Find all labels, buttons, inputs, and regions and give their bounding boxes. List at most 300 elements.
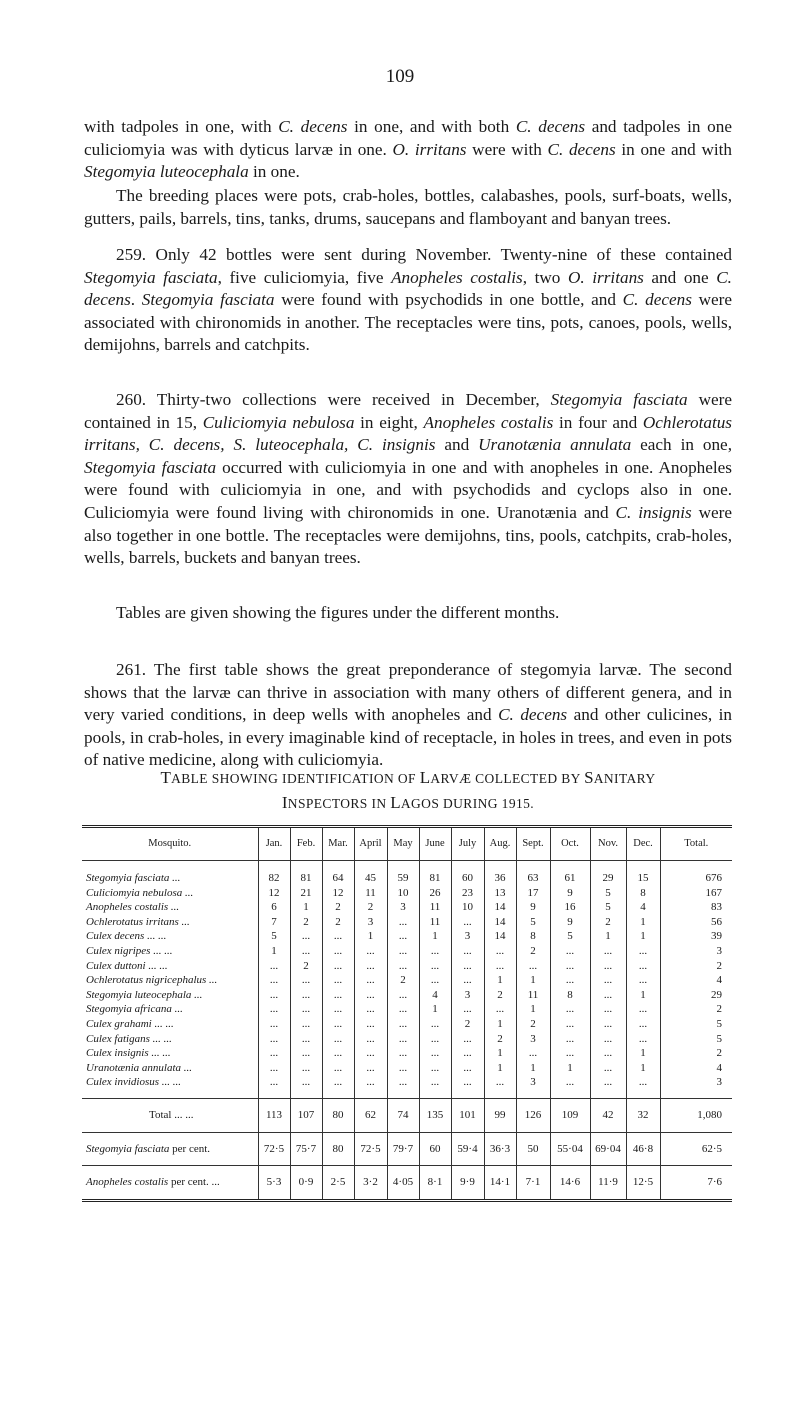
table-row (82, 1075, 732, 1098)
text-run: and tadpoles in one culiciomyia was with dyticus larvæ in one. (84, 117, 732, 159)
count-cell: 5 (516, 915, 550, 930)
count-cell: 2 (516, 1017, 550, 1032)
count-cell: 45 (354, 861, 387, 886)
text-run: 261. The first table shows the great preponderance of stegomyia larvæ. The second shows that the larvæ can thrive in association with many others of different genera, and in very varied conditions, in deep wells with anopheles and (84, 660, 732, 725)
species-name-cell: Anopheles costalis ... (86, 901, 180, 914)
count-cell: ... (626, 973, 660, 988)
percent-cell: 59·4 (451, 1132, 484, 1166)
count-cell: ... (451, 1075, 484, 1098)
species-name-cell: Culex grahami ... ... (86, 1017, 174, 1030)
italic-run: Culiciomyia nebulosa (202, 412, 355, 432)
page-number: 109 (385, 66, 415, 87)
count-cell: ... (322, 973, 354, 988)
count-cell: 9 (516, 900, 550, 915)
species-name-cell: Culex duttoni ... ... (86, 959, 168, 972)
italic-run: C. decens (515, 117, 586, 136)
count-cell: 8 (626, 886, 660, 901)
count-cell: 36 (484, 861, 516, 886)
count-cell: 2 (484, 1032, 516, 1047)
count-cell: ... (354, 1017, 387, 1032)
count-cell: ... (419, 1075, 451, 1098)
count-cell: ... (290, 1017, 322, 1032)
count-cell: 5 (590, 900, 626, 915)
count-cell: ... (290, 929, 322, 944)
count-cell: 2 (516, 944, 550, 959)
italic-run: O. irritans (392, 139, 467, 159)
percent-cell: 0·9 (290, 1166, 322, 1199)
count-cell: 676 (660, 861, 732, 886)
total-cell: 74 (387, 1098, 419, 1132)
count-cell: ... (258, 1075, 290, 1098)
count-cell: 4 (660, 1061, 732, 1076)
total-row (82, 1098, 732, 1132)
count-cell: 17 (516, 886, 550, 901)
count-cell: ... (258, 959, 290, 974)
caption-line-1 (84, 766, 732, 791)
count-cell: ... (550, 1002, 590, 1017)
count-cell: 56 (660, 915, 732, 930)
column-header: Oct. (550, 828, 590, 861)
column-header: Dec. (626, 828, 660, 861)
count-cell: 1 (258, 944, 290, 959)
percent-cell: 72·5 (258, 1132, 290, 1166)
table-row (82, 1061, 732, 1076)
count-cell: ... (419, 973, 451, 988)
count-cell: ... (290, 1046, 322, 1061)
count-cell: 1 (290, 900, 322, 915)
count-cell: ... (590, 988, 626, 1003)
italic-run: Stegomyia fasciata (84, 457, 217, 477)
count-cell: 12 (258, 886, 290, 901)
caption-initial: S (584, 768, 594, 787)
text-run: were contained in 15, (84, 390, 732, 432)
count-cell: ... (354, 973, 387, 988)
count-cell: ... (451, 1061, 484, 1076)
count-cell: ... (516, 1046, 550, 1061)
count-cell: 5 (660, 1032, 732, 1047)
count-cell: 3 (660, 944, 732, 959)
count-cell: 10 (387, 886, 419, 901)
caption-initial: L (390, 793, 401, 812)
count-cell: ... (550, 1046, 590, 1061)
text-run: were also together in one bottle. The receptacles were demijohns, tins, pools, catchpits, crab-holes, wells, barrels, buckets and banyan trees. (84, 502, 732, 568)
count-cell: 2 (660, 1002, 732, 1017)
count-cell: 64 (322, 861, 354, 886)
text-run: and (435, 435, 479, 455)
percent-species-name: Stegomyia fasciata (86, 1142, 170, 1155)
caption-text: ARVÆ COLLECTED BY (430, 771, 585, 786)
count-cell: ... (451, 973, 484, 988)
count-cell: 11 (419, 900, 451, 915)
italic-run: Anopheles costalis (391, 267, 523, 287)
column-header: June (419, 828, 451, 861)
count-cell: 13 (484, 886, 516, 901)
text-run: in one and with (615, 139, 733, 159)
table-row (82, 1046, 732, 1061)
caption-initial: T (160, 768, 172, 787)
table-caption (84, 766, 732, 816)
text-run: in eight, (354, 412, 424, 432)
count-cell: ... (354, 1061, 387, 1076)
count-cell: 82 (258, 861, 290, 886)
italic-run: C. decens (498, 705, 568, 725)
count-cell: 14 (484, 900, 516, 915)
text-run: Tables are given showing the figures under the different months. (116, 603, 560, 622)
percent-cell: 9·9 (451, 1166, 484, 1199)
count-cell: ... (354, 1075, 387, 1098)
species-name-cell: Stegomyia fasciata ... (86, 872, 181, 884)
column-header: Total. (660, 828, 732, 861)
count-cell: ... (590, 1061, 626, 1076)
count-cell: 167 (660, 886, 732, 901)
table-row (82, 944, 732, 959)
percent-cell: 11·9 (590, 1166, 626, 1199)
caption-text: AGOS DURING 1915. (400, 796, 535, 811)
total-cell: 107 (290, 1098, 322, 1132)
count-cell: 29 (660, 988, 732, 1003)
count-cell: ... (626, 1032, 660, 1047)
count-cell: ... (419, 1017, 451, 1032)
count-cell: 2 (660, 959, 732, 974)
percent-cell: 80 (322, 1132, 354, 1166)
caption-initial: L (419, 768, 431, 787)
column-header: July (451, 828, 484, 861)
count-cell: ... (484, 959, 516, 974)
species-name-cell: Ochlerotatus irritans ... (86, 915, 190, 928)
table-body (82, 861, 732, 1199)
column-header: Mosquito. (82, 828, 258, 861)
count-cell: 2 (387, 973, 419, 988)
table-row (82, 1002, 732, 1017)
count-cell: ... (590, 944, 626, 959)
caption-text: NSPECTORS IN (287, 796, 391, 811)
count-cell: ... (322, 959, 354, 974)
count-cell: 63 (516, 861, 550, 886)
species-name-cell: Culex insignis ... ... (86, 1047, 171, 1060)
italic-run: O. irritans (567, 267, 644, 287)
count-cell: ... (516, 959, 550, 974)
count-cell: 1 (516, 1061, 550, 1076)
italic-run: C. decens (278, 117, 348, 136)
count-cell: 23 (451, 886, 484, 901)
paragraph-breeding-places (84, 185, 732, 230)
paragraph-260 (84, 389, 732, 570)
text-run: 259. Only 42 bottles were sent during November. Twenty-nine of these contained (116, 245, 732, 264)
total-cell: 42 (590, 1098, 626, 1132)
count-cell: ... (451, 1032, 484, 1047)
count-cell: 1 (419, 1002, 451, 1017)
count-cell: 1 (550, 1061, 590, 1076)
count-cell: ... (451, 915, 484, 930)
count-cell: ... (290, 988, 322, 1003)
species-name-cell: Stegomyia africana ... (86, 1003, 183, 1016)
count-cell: 9 (550, 886, 590, 901)
count-cell: ... (387, 959, 419, 974)
percent-cell: 4·05 (387, 1166, 419, 1199)
percent-cell: 55·04 (550, 1132, 590, 1166)
caption-initial: I (281, 793, 288, 812)
count-cell: ... (354, 1032, 387, 1047)
count-cell: ... (387, 1002, 419, 1017)
count-cell: ... (322, 929, 354, 944)
count-cell: ... (258, 1017, 290, 1032)
count-cell: 5 (550, 929, 590, 944)
count-cell: 59 (387, 861, 419, 886)
percent-cell: 46·8 (626, 1132, 660, 1166)
species-name-cell: Culex invidiosus ... ... (86, 1076, 182, 1089)
italic-run: Stegomyia fasciata (84, 267, 218, 287)
percent-cell: 7·1 (516, 1166, 550, 1199)
percent-cell: 7·6 (660, 1166, 732, 1199)
count-cell: 16 (550, 900, 590, 915)
table-row (82, 1017, 732, 1032)
percent-cell: 14·1 (484, 1166, 516, 1199)
percent-cell: 8·1 (419, 1166, 451, 1199)
count-cell: 1 (484, 1017, 516, 1032)
count-cell: ... (550, 973, 590, 988)
count-cell: 9 (550, 915, 590, 930)
count-cell: 5 (660, 1017, 732, 1032)
count-cell: ... (590, 973, 626, 988)
species-name-cell: Ochlerotatus nigricephalus ... (86, 974, 218, 987)
count-cell: ... (626, 1017, 660, 1032)
total-cell: 126 (516, 1098, 550, 1132)
count-cell: ... (419, 959, 451, 974)
count-cell: ... (258, 988, 290, 1003)
count-cell: ... (322, 988, 354, 1003)
text-run: , five culiciomyia, five (217, 267, 392, 287)
count-cell: 26 (419, 886, 451, 901)
percent-cell: 2·5 (322, 1166, 354, 1199)
count-cell: ... (626, 944, 660, 959)
count-cell: ... (550, 944, 590, 959)
count-cell: 11 (419, 915, 451, 930)
paragraph-261 (84, 659, 732, 772)
count-cell: ... (258, 1002, 290, 1017)
count-cell: 83 (660, 900, 732, 915)
total-cell: 80 (322, 1098, 354, 1132)
count-cell: 8 (550, 988, 590, 1003)
count-cell: 1 (484, 1046, 516, 1061)
percent-species-name: Anopheles costalis (86, 1176, 169, 1189)
count-cell: ... (387, 1032, 419, 1047)
count-cell: ... (387, 1017, 419, 1032)
total-cell: 101 (451, 1098, 484, 1132)
percent-cell: 62·5 (660, 1132, 732, 1166)
paragraph-tables-intro (84, 602, 732, 625)
total-cell: 135 (419, 1098, 451, 1132)
species-name-cell: Uranotænia annulata ... (86, 1061, 193, 1074)
italic-run: Stegomyia fasciata (550, 390, 688, 409)
text-run: , two (522, 267, 568, 287)
count-cell: ... (322, 1061, 354, 1076)
count-cell: ... (419, 1046, 451, 1061)
percent-cell: 14·6 (550, 1166, 590, 1199)
count-cell: ... (387, 915, 419, 930)
percent-cell: 5·3 (258, 1166, 290, 1199)
percent-cell: 12·5 (626, 1166, 660, 1199)
count-cell: 21 (290, 886, 322, 901)
table-row (82, 973, 732, 988)
count-cell: ... (590, 1032, 626, 1047)
count-cell: 1 (354, 929, 387, 944)
count-cell: ... (354, 944, 387, 959)
count-cell: ... (354, 988, 387, 1003)
text-run: in one. (248, 162, 300, 182)
count-cell: 1 (484, 973, 516, 988)
text-run: and other culicines, in pools, in crab-holes, in every imaginable kind of receptacle, in holes in trees, and even in pots of native medicine, along with culiciomyia. (84, 705, 732, 770)
count-cell: 1 (516, 1002, 550, 1017)
percent-suffix: per cent. (169, 1142, 211, 1155)
text-run: with tadpoles in one, with (84, 117, 279, 136)
table-row (82, 861, 732, 886)
italic-run: Stegomyia luteocephala (84, 162, 249, 182)
total-cell: 1,080 (660, 1098, 732, 1132)
count-cell: 3 (354, 915, 387, 930)
count-cell: 11 (516, 988, 550, 1003)
percent-cell: 69·04 (590, 1132, 626, 1166)
count-cell: ... (484, 1075, 516, 1098)
column-header: May (387, 828, 419, 861)
percent-cell: 36·3 (484, 1132, 516, 1166)
count-cell: 4 (660, 973, 732, 988)
count-cell: 6 (258, 900, 290, 915)
italic-run: Uranotænia annulata (478, 435, 632, 455)
count-cell: 5 (258, 929, 290, 944)
percent-label-cell (82, 1166, 258, 1199)
text-run: in one, and with both (347, 117, 516, 136)
count-cell: ... (626, 959, 660, 974)
count-cell: ... (419, 1061, 451, 1076)
table-row (82, 959, 732, 974)
count-cell: 12 (322, 886, 354, 901)
count-cell: 14 (484, 915, 516, 930)
species-name-cell: Culiciomyia nebulosa ... (86, 886, 194, 899)
count-cell: 2 (322, 900, 354, 915)
italic-run: Stegomyia fasciata (141, 290, 275, 310)
percent-cell: 3·2 (354, 1166, 387, 1199)
text-run: each in one, (631, 435, 732, 455)
paragraph-continuation (84, 116, 732, 184)
count-cell: ... (290, 1002, 322, 1017)
count-cell: 1 (516, 973, 550, 988)
table-row (82, 915, 732, 930)
percent-row (82, 1166, 732, 1199)
text-run: 260. Thirty-two collections were received in December, (116, 390, 551, 409)
count-cell: 2 (484, 988, 516, 1003)
count-cell: ... (354, 1046, 387, 1061)
count-cell: 60 (451, 861, 484, 886)
count-cell: 81 (419, 861, 451, 886)
count-cell: 8 (516, 929, 550, 944)
count-cell: 14 (484, 929, 516, 944)
percent-cell: 60 (419, 1132, 451, 1166)
italic-run: Ochlerotatus irritans, C. decens, S. luteocephala, C. insignis (84, 412, 732, 455)
count-cell: 2 (290, 959, 322, 974)
count-cell: 2 (290, 915, 322, 930)
count-cell: ... (451, 959, 484, 974)
count-cell: ... (419, 944, 451, 959)
count-cell: ... (290, 1032, 322, 1047)
total-cell: 62 (354, 1098, 387, 1132)
count-cell: ... (258, 1046, 290, 1061)
count-cell: ... (451, 1002, 484, 1017)
count-cell: ... (550, 959, 590, 974)
total-cell: 113 (258, 1098, 290, 1132)
count-cell: ... (387, 1061, 419, 1076)
count-cell: ... (387, 988, 419, 1003)
italic-run: Anopheles costalis (423, 412, 554, 432)
count-cell: ... (387, 1075, 419, 1098)
count-cell: 15 (626, 861, 660, 886)
count-cell: ... (387, 929, 419, 944)
italic-run: C. insignis (615, 502, 692, 522)
count-cell: 39 (660, 929, 732, 944)
count-cell: ... (550, 1017, 590, 1032)
percent-label-cell (82, 1132, 258, 1166)
percent-cell: 75·7 (290, 1132, 322, 1166)
count-cell: 3 (516, 1032, 550, 1047)
count-cell: 1 (626, 1046, 660, 1061)
count-cell: 2 (322, 915, 354, 930)
percent-cell: 79·7 (387, 1132, 419, 1166)
count-cell: 1 (626, 915, 660, 930)
percent-cell: 72·5 (354, 1132, 387, 1166)
table-row (82, 886, 732, 901)
caption-line-2 (84, 791, 732, 816)
count-cell: ... (322, 1075, 354, 1098)
count-cell: 3 (451, 988, 484, 1003)
species-name-cell: Culex fatigans ... ... (86, 1032, 172, 1045)
total-label-cell: Total ... ... (82, 1098, 258, 1132)
count-cell: ... (590, 959, 626, 974)
count-cell: 1 (419, 929, 451, 944)
total-cell: 109 (550, 1098, 590, 1132)
species-name-cell: Culex nigripes ... ... (86, 944, 173, 957)
italic-run: C. decens (84, 267, 732, 310)
count-cell: 5 (590, 886, 626, 901)
count-cell: ... (322, 1002, 354, 1017)
count-cell: ... (484, 1002, 516, 1017)
text-run: were with (466, 139, 548, 159)
caption-text: ANITARY (593, 771, 656, 786)
column-header: Jan. (258, 828, 290, 861)
larvae-table (82, 828, 732, 1199)
table-header-row (82, 828, 732, 861)
count-cell: 61 (550, 861, 590, 886)
count-cell: ... (322, 1032, 354, 1047)
text-run: were associated with chironomids in another. The receptacles were tins, pots, canoes, pools, wells, demijohns, barrels and catchpits. (84, 290, 732, 355)
table-row (82, 929, 732, 944)
count-cell: 11 (354, 886, 387, 901)
column-header: April (354, 828, 387, 861)
count-cell: ... (258, 1061, 290, 1076)
count-cell: ... (258, 1032, 290, 1047)
text-run: occurred with culiciomyia in one and with anopheles in one. Anopheles were found with culiciomyia in one, and with psychodids and cyclops also in one. Culiciomyia were found living with chironomids in one. Uranotænia and (84, 457, 732, 522)
count-cell: 1 (626, 988, 660, 1003)
column-header: Nov. (590, 828, 626, 861)
count-cell: ... (290, 944, 322, 959)
percent-suffix: per cent. ... (168, 1176, 220, 1189)
paragraph-259 (84, 244, 732, 357)
count-cell: ... (590, 1075, 626, 1098)
count-cell: 7 (258, 915, 290, 930)
percent-cell: 50 (516, 1132, 550, 1166)
count-cell: 29 (590, 861, 626, 886)
count-cell: ... (258, 973, 290, 988)
count-cell: ... (322, 1017, 354, 1032)
count-cell: 10 (451, 900, 484, 915)
